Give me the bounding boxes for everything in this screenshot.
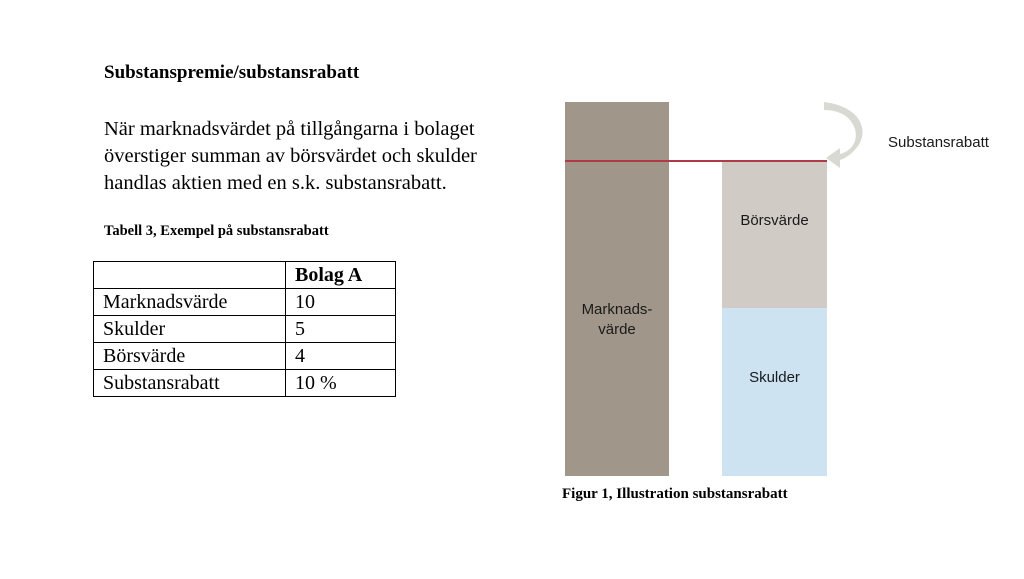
market-cap-bar (722, 160, 827, 308)
table-cell: Börsvärde (94, 343, 286, 370)
table-cell: 4 (286, 343, 396, 370)
market-value-label-line: Marknads- (581, 301, 653, 318)
curved-arrow-icon (818, 98, 880, 174)
table-cell: Skulder (94, 316, 286, 343)
table-cell: 10 % (286, 370, 396, 397)
body-paragraph (104, 116, 544, 197)
figure-caption: Figur 1, Illustration substansrabatt (562, 486, 788, 502)
table-cell: 5 (286, 316, 396, 343)
paragraph-line: handlas aktien med en s.k. substansrabatt. (104, 172, 447, 194)
example-table (93, 261, 396, 397)
market-value-label (565, 300, 669, 340)
market-value-label-line: värde (598, 321, 636, 338)
paragraph-line: När marknadsvärdet på tillgångarna i bolaget (104, 118, 475, 140)
section-heading: Substanspremie/substansrabatt (104, 62, 360, 83)
table-row (94, 289, 396, 316)
table-cell: Marknadsvärde (94, 289, 286, 316)
table-cell: 10 (286, 289, 396, 316)
table-row (94, 316, 396, 343)
table-header-cell (94, 262, 286, 289)
table-header-cell: Bolag A (286, 262, 396, 289)
table-row (94, 343, 396, 370)
discount-reference-line (565, 160, 827, 162)
table-caption: Tabell 3, Exempel på substansrabatt (104, 223, 329, 239)
paragraph-line: överstiger summan av börsvärdet och skulder (104, 145, 477, 167)
table-cell: Substansrabatt (94, 370, 286, 397)
discount-label: Substansrabatt (888, 134, 989, 151)
table-row (94, 370, 396, 397)
market-value-bar (565, 102, 669, 476)
table-header-row (94, 262, 396, 289)
debt-bar (722, 308, 827, 476)
debt-label: Skulder (749, 369, 800, 386)
market-cap-label: Börsvärde (740, 212, 809, 229)
